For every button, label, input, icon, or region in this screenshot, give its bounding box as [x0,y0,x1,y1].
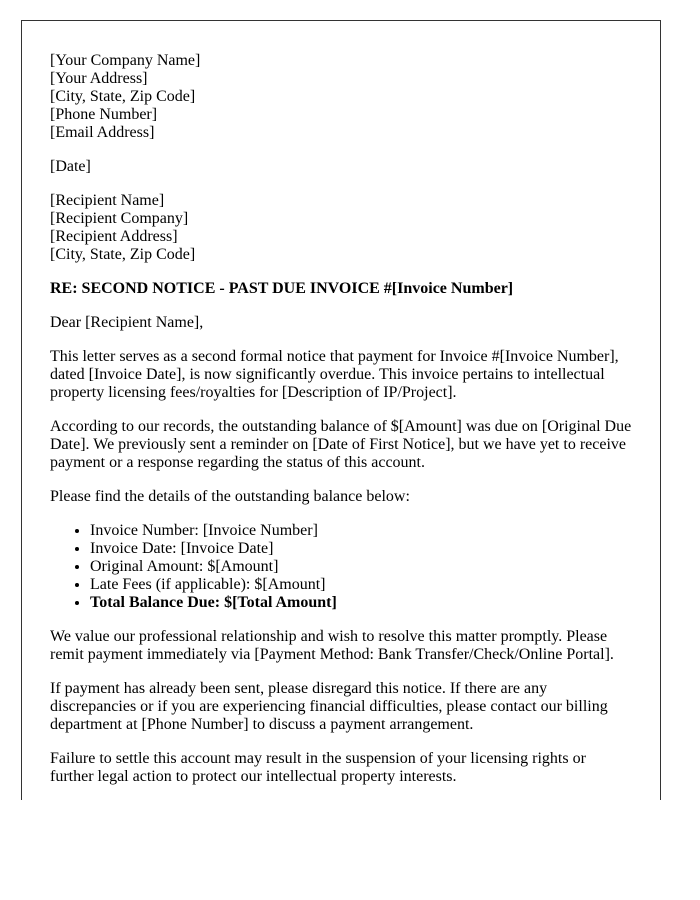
sender-phone-line: [Phone Number] [50,106,158,123]
recipient-address-line: [Recipient Address] [50,228,178,245]
sender-city-state-zip-line: [City, State, Zip Code] [50,88,196,105]
letter-page [21,20,661,800]
recipient-city-state-zip-line: [City, State, Zip Code] [50,246,196,263]
balance-details-list [50,522,632,612]
body-paragraph-failure-warning: Failure to settle this account may result in the suspension of your licensing rights or further legal action to protect our intellectual property interests. [50,750,586,785]
body-paragraph-remit: We value our professional relationship and wish to resolve this matter promptly. Please remit payment immediately via [Payment Method: Bank Transfer/Check/Online Portal]. [50,628,614,663]
list-item-original-amount: • Original Amount: $[Amount] [90,558,632,576]
list-item-late-fees: • Late Fees (if applicable): $[Amount] [90,576,632,594]
date-line: [Date] [50,158,91,175]
sender-email-line: [Email Address] [50,124,155,141]
body-paragraph-details-intro: Please find the details of the outstanding balance below: [50,488,410,505]
body-paragraph-records: According to our records, the outstanding balance of $[Amount] was due on [Original Due Date]. We previously sent a reminder on [Date of First Notice], but we have yet to receive payment or a response regarding the status of this account. [50,418,632,471]
subject-line: RE: SECOND NOTICE - PAST DUE INVOICE #[Invoice Number] [50,280,514,297]
sender-company-line: [Your Company Name] [50,52,201,69]
list-item-invoice-number: • Invoice Number: [Invoice Number] [90,522,632,540]
list-item-total-balance-due: • Total Balance Due: $[Total Amount] [90,594,632,612]
body-paragraph-disregard: If payment has already been sent, please disregard this notice. If there are any discrepancies or if you are experiencing financial difficulties, please contact our billing department at [Phone Number] to discuss a payment arrangement. [50,680,608,733]
recipient-address-block [50,192,632,264]
recipient-company-line: [Recipient Company] [50,210,189,227]
list-item-invoice-date: • Invoice Date: [Invoice Date] [90,540,632,558]
recipient-name-line: [Recipient Name] [50,192,165,209]
body-paragraph-notice: This letter serves as a second formal notice that payment for Invoice #[Invoice Number], dated [Invoice Date], is now significantly overdue. This invoice pertains to intellectual property licensing fees/royalties for [Description of IP/Project]. [50,348,619,401]
sender-address-block [50,52,632,142]
salutation: Dear [Recipient Name], [50,314,204,331]
sender-address-line: [Your Address] [50,70,148,87]
